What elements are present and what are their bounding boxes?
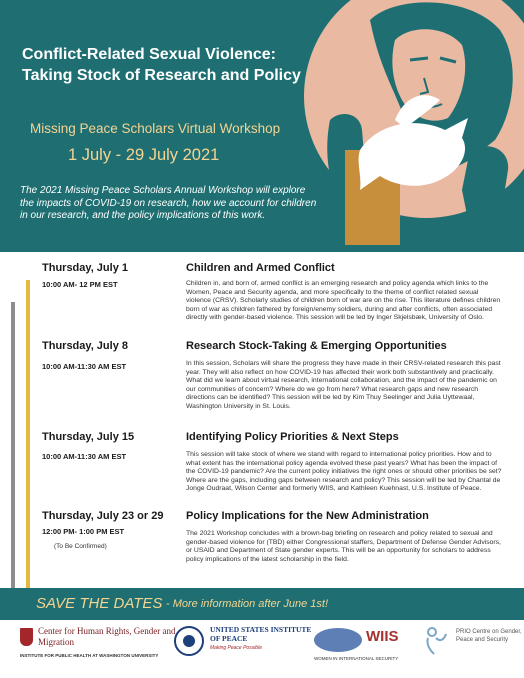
title-line-1: Conflict-Related Sexual Violence: [22, 46, 276, 63]
logo-wiis-sub: WOMEN IN INTERNATIONAL SECURITY [314, 656, 399, 661]
session-topic: Research Stock-Taking & Emerging Opportunities [186, 340, 447, 352]
session-topic: Policy Implications for the New Administration [186, 510, 429, 522]
session-description: The 2021 Workshop concludes with a brown-bag briefing on research and policy related to sexual and gender-based violence for (TBD) either Congressional staffers, Department of Defense Gender Advisors, or USAID and Department of State gender experts. This will be an opportunity for scholars to address policy implications of the latest scholarship in the field. [186, 530, 501, 563]
session-day: Thursday, July 1 [42, 262, 128, 274]
session-time: 10:00 AM-11:30 AM EST [42, 362, 127, 371]
session-description: In this session, Scholars will share the progress they have made in their CRSV-related research this past year. They will also reflect on how COVID-19 has affected their work both substantively and practically. What did we learn about virtual research, international collaboration, and the impact of the pandemic on our communities of concern? Where do we go from here? What research gaps and new research directions can be identified? This session will be led by Kim Thuy Seelinger and Julia Uyttewaal, Washington University in St. Louis. [186, 360, 501, 410]
session-topic: Children and Armed Conflict [186, 262, 335, 274]
seal-icon [174, 626, 204, 656]
page-title [22, 44, 322, 86]
logo-wiis-name: WIIS [366, 628, 399, 645]
session-time: 10:00 AM-11:30 AM EST [42, 452, 127, 461]
partner-logos [0, 620, 524, 678]
session-day: Thursday, July 8 [42, 340, 128, 352]
logo-prio-name: PRIO Centre on Gender, Peace and Security [456, 629, 522, 643]
prio-figure-icon [424, 626, 450, 656]
title-line-2: Taking Stock of Research and Policy [22, 67, 301, 84]
session-time: 12:00 PM- 1:00 PM EST [42, 527, 125, 536]
schedule-section [0, 252, 524, 588]
save-the-dates-banner [0, 588, 524, 620]
session-time: 10:00 AM- 12 PM EST [42, 280, 118, 289]
workshop-dates: 1 July - 29 July 2021 [68, 146, 220, 164]
workshop-subtitle: Missing Peace Scholars Virtual Workshop [30, 121, 281, 136]
logo-usip-name: UNITED STATES INSTITUTE OF PEACE [210, 625, 312, 643]
session-topic: Identifying Policy Priorities & Next Steps [186, 431, 399, 443]
header-banner [0, 0, 524, 252]
decorative-gray-bar [11, 302, 15, 594]
save-the-dates-text: SAVE THE DATES [36, 595, 163, 612]
session-day: Thursday, July 15 [42, 431, 135, 443]
logo-chr-name: Center for Human Rights, Gender and Migration [38, 626, 176, 647]
shield-icon [20, 628, 33, 646]
intro-text: The 2021 Missing Peace Scholars Annual Workshop will explore the impacts of COVID-19 on research, how we account for children in our research, and the policy implications of this work. [20, 185, 317, 221]
session-note: (To Be Confirmed) [54, 543, 107, 550]
session-day: Thursday, July 23 or 29 [42, 510, 164, 522]
logo-usip-tagline: Making Peace Possible [210, 645, 262, 651]
logo-chr-sub: INSTITUTE FOR PUBLIC HEALTH AT WASHINGTON UNIVERSITY [20, 653, 159, 658]
session-description: Children in, and born of, armed conflict is an emerging research and policy agenda which links to the Women, Peace and Security agenda, and more specifically to the theme of conflict related sexual violence (CRSV). Scholarly studies of children born of war are on the rise. This literature defines children born of war as children fathered by foreign/enemy soldiers, during and after conflicts, often associated directly with gender-based violence. This session will be led by Inger Skjelsbæk, University of Oslo. [186, 280, 501, 322]
decorative-gold-bar [26, 280, 30, 618]
globe-icon [314, 628, 362, 652]
more-info-text: - More information after June 1st! [166, 598, 329, 610]
session-description: This session will take stock of where we stand with regard to international policy priorities. How and to what extent has the international policy agenda evolved these past years? What has been the impact of the COVID-19 pandemic? Are the current policy initiatives the right ones or should other priorities be set? Where are the gaps, including gaps between research and policy? This session will be led by Chantal de Jonge Oudraat, Wilson Center and formerly WIIS, and Kathleen Kuehnast, U.S. Institute of Peace. [186, 451, 502, 493]
